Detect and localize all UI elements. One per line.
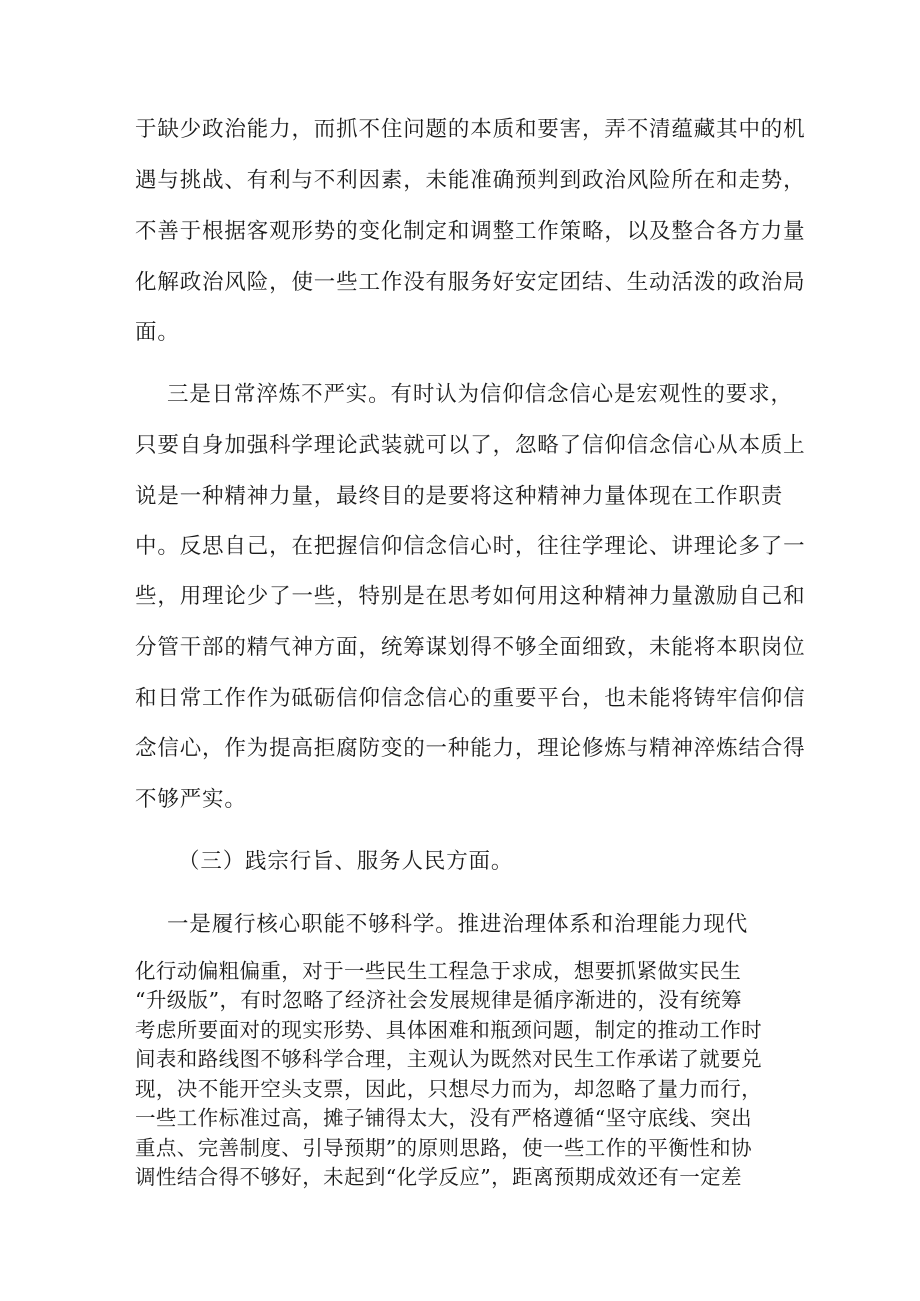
para3-line7: 一些工作标准过高，摊子铺得太大，没有严格遵循“坚守底线、突出 (135, 1106, 752, 1130)
para1-line3: 不善于根据客观形势的变化制定和调整工作策略，以及整合各方力量 (135, 219, 806, 244)
para3-line3: “升级版”，有时忽略了经济社会发展规律是循序渐进的，没有统筹 (135, 988, 742, 1012)
para1-line2: 遇与挑战、有利与不利因素，未能准确预判到政治风险所在和走势， (135, 168, 806, 193)
para3-line6: 现，决不能开空头支票，因此，只想尽力而为，却忽略了量力而行， (135, 1077, 762, 1101)
section-heading: （三）践宗行旨、服务人民方面。 (178, 849, 514, 874)
para3-line8: 重点、完善制度、引导预期”的原则思路，使一些工作的平衡性和协 (135, 1136, 752, 1160)
para1-line4: 化解政治风险，使一些工作没有服务好安定团结、生动活泼的政治局 (135, 270, 806, 295)
para2-line1: 三是日常淬炼不严实。有时认为信仰信念信心是宏观性的要求， (167, 382, 793, 407)
para3-line4: 考虑所要面对的现实形势、具体困难和瓶颈问题，制定的推动工作时 (135, 1018, 762, 1042)
para3-line9: 调性结合得不够好，未起到“化学反应”，距离预期成效还有一定差 (135, 1165, 742, 1189)
para2-line5: 些，用理论少了一些，特别是在思考如何用这种精神力量激励自己和 (135, 584, 806, 609)
para2-line3: 说是一种精神力量，最终目的是要将这种精神力量体现在工作职责 (135, 484, 784, 509)
para1-line1: 于缺少政治能力，而抓不住问题的本质和要害，弄不清蕴藏其中的机 (135, 117, 806, 142)
para3-line2: 化行动偏粗偏重，对于一些民生工程急于求成，想要抓紧做实民生 (135, 959, 742, 983)
para2-line9: 不够严实。 (135, 787, 247, 812)
para2-line2: 只要自身加强科学理论武装就可以了，忽略了信仰信念信心从本质上 (135, 433, 806, 458)
para2-line7: 和日常工作作为砥砺信仰信念信心的重要平台，也未能将铸牢信仰信 (135, 686, 806, 711)
para2-line8: 念信心，作为提高拒腐防变的一种能力，理论修炼与精神淬炼结合得 (135, 736, 806, 761)
para2-line4: 中。反思自己，在把握信仰信念信心时，往往学理论、讲理论多了一 (135, 534, 806, 559)
para3-line5: 间表和路线图不够科学合理，主观认为既然对民生工作承诺了就要兑 (135, 1047, 762, 1071)
para2-line6: 分管干部的精气神方面，统筹谋划得不够全面细致，未能将本职岗位 (135, 635, 806, 660)
para1-line5: 面。 (135, 320, 180, 345)
para3-line1: 一是履行核心职能不够科学。推进治理体系和治理能力现代 (167, 912, 749, 937)
